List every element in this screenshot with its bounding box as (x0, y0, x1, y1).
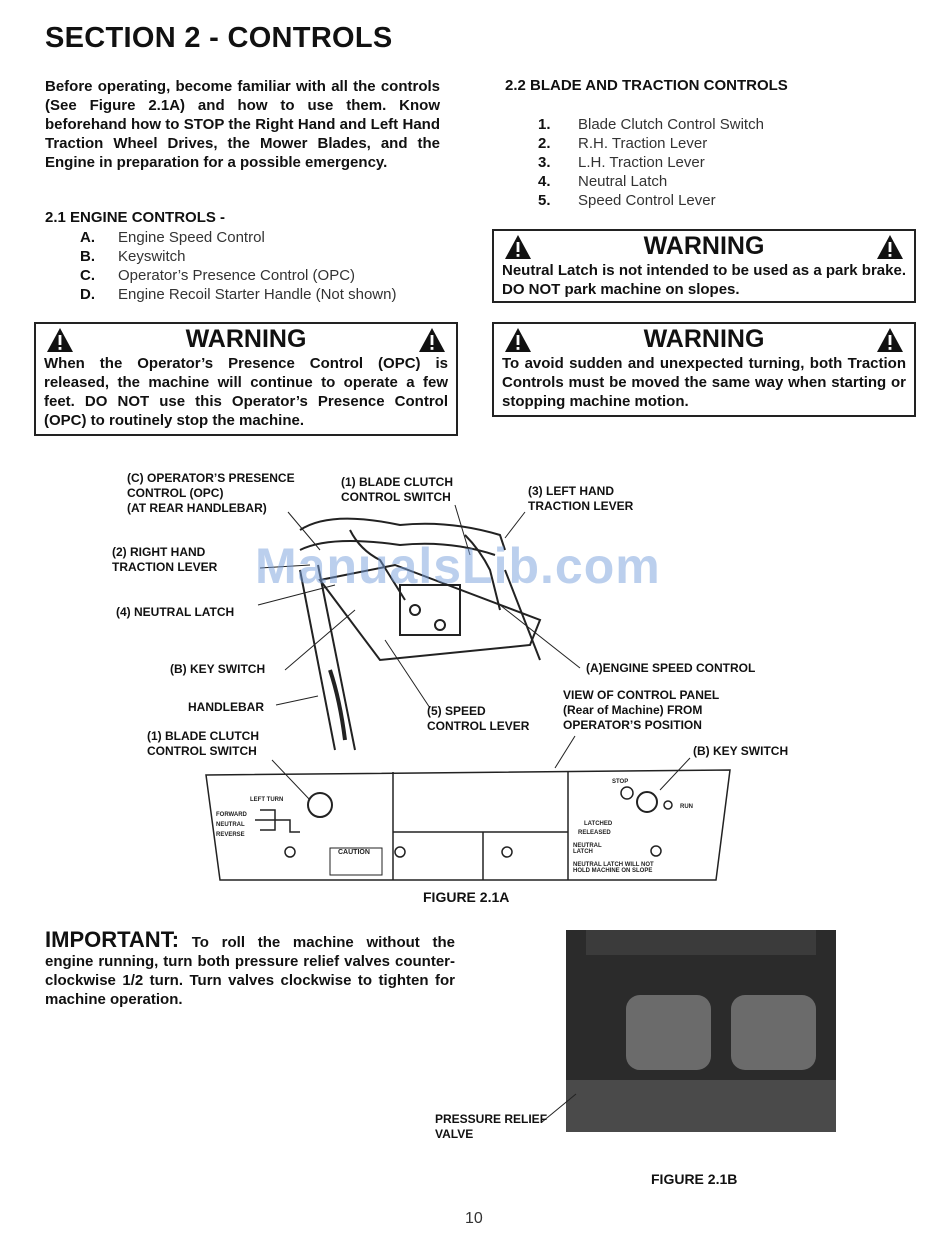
figure-2-1b-photo (566, 930, 836, 1132)
key-switch-panel-label: (B) KEY SWITCH (693, 744, 789, 758)
warning-triangle-icon (504, 327, 532, 353)
list-item: 4. Neutral Latch (538, 173, 668, 190)
warning-text: When the Operator’s Presence Control (OPC) is released, the machine will continue to operate a few feet. DO NOT use this Operator’s Presence Control (OPC) to routinely stop the machine. (44, 355, 448, 429)
panel-stop: STOP (612, 779, 629, 785)
list-item: 1. Blade Clutch Control Switch (538, 116, 764, 133)
speed-lever-label: (5) SPEED CONTROL LEVER (427, 704, 530, 733)
neutral-latch-label: (4) NEUTRAL LATCH (116, 605, 235, 619)
warning-triangle-icon (876, 327, 904, 353)
blade-clutch-label-bottom: (1) BLADE CLUTCH CONTROL SWITCH (147, 729, 259, 758)
engine-controls-list (80, 228, 396, 304)
page-number: 10 (465, 1210, 483, 1227)
warning-box-traction (492, 322, 916, 417)
important-note (45, 927, 455, 1009)
list-item: 3. L.H. Traction Lever (538, 154, 705, 171)
pump-left (626, 995, 711, 1070)
panel-latch-note: NEUTRAL LATCH WILL NOT HOLD MACHINE ON SLOPE (573, 862, 654, 874)
opc-label: (C) OPERATOR’S PRESENCE CONTROL (OPC) (AT REAR HANDLEBAR) (127, 471, 295, 515)
warning-heading: WARNING (44, 324, 448, 354)
warning-triangle-icon (504, 234, 532, 260)
pump-right (731, 995, 816, 1070)
panel-latched: LATCHED (584, 821, 613, 827)
panel-neutral-latch: NEUTRAL LATCH (573, 843, 602, 855)
panel-left-turn: LEFT TURN (250, 797, 284, 803)
blade-clutch-label-top: (1) BLADE CLUTCH CONTROL SWITCH (341, 475, 453, 504)
figure-2-1a-drawing (0, 460, 950, 900)
list-item: C. Operator’s Presence Control (OPC) (80, 267, 356, 284)
engine-controls-heading: 2.1 ENGINE CONTROLS - (45, 209, 226, 226)
warning-text: Neutral Latch is not intended to be used as a park brake. DO NOT park machine on slopes. (502, 262, 906, 298)
page-title: SECTION 2 - CONTROLS (45, 22, 393, 54)
figure-2-1b-caption: FIGURE 2.1B (651, 1171, 738, 1187)
key-switch-label: (B) KEY SWITCH (170, 662, 266, 676)
list-item: A. Engine Speed Control (80, 229, 265, 246)
warning-heading: WARNING (502, 324, 906, 354)
list-item: 5. Speed Control Lever (538, 192, 716, 209)
left-hand-lever-label: (3) LEFT HAND TRACTION LEVER (528, 484, 634, 513)
handlebar-label: HANDLEBAR (188, 700, 264, 714)
warning-text: To avoid sudden and unexpected turning, both Traction Controls must be moved the same way when starting or stopping machine motion. (502, 355, 906, 410)
warning-box-neutral-latch (492, 229, 916, 303)
list-item: D. Engine Recoil Starter Handle (Not shown) (80, 286, 397, 303)
important-text: To roll the machine without the engine running, turn both pressure relief valves counter-clockwise 1/2 turn. Turn valves clockwise to tighten for machine operation. (45, 934, 455, 1008)
figure-2-1a-caption: FIGURE 2.1A (423, 889, 510, 905)
right-hand-lever-label: (2) RIGHT HAND TRACTION LEVER (112, 545, 218, 574)
important-label: IMPORTANT: (45, 927, 180, 952)
panel-forward: FORWARD (216, 812, 247, 818)
panel-caution: CAUTION (338, 849, 370, 856)
warning-triangle-icon (418, 327, 446, 353)
panel-reverse: REVERSE (216, 832, 245, 838)
watermark: ManualsLib.com (255, 538, 661, 594)
intro-paragraph: Before operating, become familiar with all the controls (See Figure 2.1A) and how to use them. Know beforehand how to STOP the Right Hand and Left Hand Traction Wheel Drives, the Mower Blades, and the Engine in preparation for a possible emergency. (45, 78, 440, 171)
panel-run: RUN (680, 804, 693, 810)
blade-controls-list (538, 115, 764, 210)
warning-box-opc (34, 322, 458, 436)
warning-triangle-icon (46, 327, 74, 353)
pressure-relief-label: PRESSURE RELIEF VALVE (435, 1112, 548, 1141)
list-item: 2. R.H. Traction Lever (538, 135, 708, 152)
list-item: B. Keyswitch (80, 248, 186, 265)
view-panel-label: VIEW OF CONTROL PANEL (Rear of Machine) FROM OPERATOR’S POSITION (563, 688, 720, 732)
panel-released: RELEASED (578, 830, 611, 836)
warning-heading: WARNING (502, 231, 906, 261)
warning-triangle-icon (876, 234, 904, 260)
blade-controls-heading: 2.2 BLADE AND TRACTION CONTROLS (505, 77, 788, 94)
engine-speed-label: (A)ENGINE SPEED CONTROL (586, 661, 756, 675)
panel-neutral: NEUTRAL (216, 822, 245, 828)
